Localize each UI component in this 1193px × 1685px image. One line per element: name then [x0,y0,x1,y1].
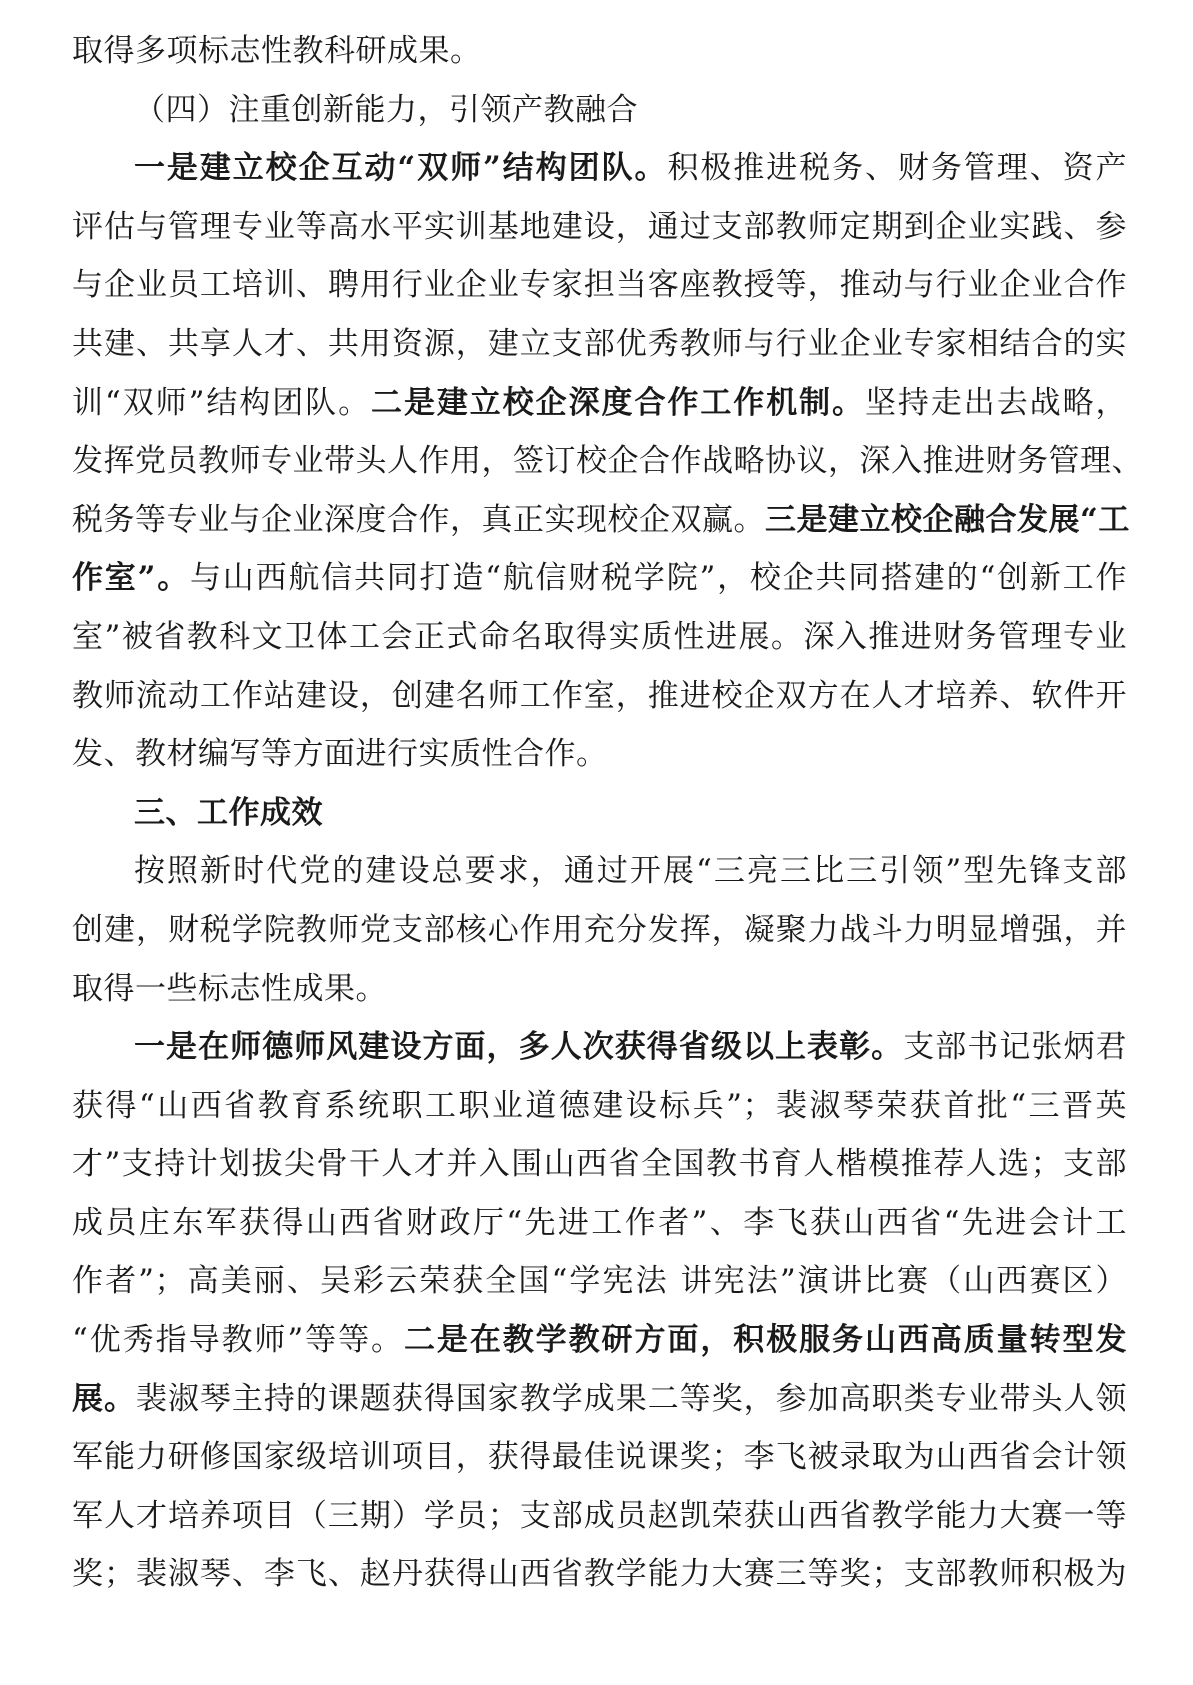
paragraph-line: 与企业员工培训、聘用行业企业专家担当客座教授等，推动与行业企业合作 [72,267,1127,304]
paragraph-line: “优秀指导教师”等等。二是在教学教研方面，积极服务山西高质量转型发 [72,1322,1128,1359]
section-subheading: （四）注重创新能力，引领产教融合 [134,91,638,128]
paragraph-line: 一是在师德师风建设方面，多人次获得省级以上表彰。支部书记张炳君 [134,1029,1128,1066]
paragraph-line: 作室”。与山西航信共同打造“航信财税学院”，校企共同搭建的“创新工作 [72,560,1127,597]
paragraph-line: 共建、共享人才、共用资源，建立支部优秀教师与行业企业专家相结合的实 [72,325,1127,362]
paragraph-line: 作者”；高美丽、吴彩云荣获全国“学宪法 讲宪法”演讲比赛（山西赛区） [72,1263,1127,1300]
section-heading: 三、工作成效 [134,794,323,831]
paragraph-line: 创建，财税学院教师党支部核心作用充分发挥，凝聚力战斗力明显增强，并 [72,911,1127,948]
paragraph-line: 评估与管理专业等高水平实训基地建设，通过支部教师定期到企业实践、参 [72,208,1127,245]
paragraph-line: 奖；裴淑琴、李飞、赵丹获得山西省教学能力大赛三等奖；支部教师积极为 [72,1556,1127,1593]
paragraph-line: 军人才培养项目（三期）学员；支部成员赵凯荣获山西省教学能力大赛一等 [72,1497,1127,1534]
document-page [72,22,1143,1604]
paragraph-line: 才”支持计划拔尖骨干人才并入围山西省全国教书育人楷模推荐人选；支部 [72,1146,1127,1183]
paragraph-line: 教师流动工作站建设，创建名师工作室，推进校企双方在人才培养、软件开 [72,677,1127,714]
paragraph-line: 训“双师”结构团队。二是建立校企深度合作工作机制。坚持走出去战略， [72,384,1128,421]
paragraph-line: 成员庄东军获得山西省财政厅“先进工作者”、李飞获山西省“先进会计工 [72,1204,1127,1241]
paragraph-line: 军能力研修国家级培训项目，获得最佳说课奖；李飞被录取为山西省会计领 [72,1439,1127,1476]
paragraph-line: 获得“山西省教育系统职工职业道德建设标兵”；裴淑琴荣获首批“三晋英 [72,1087,1127,1124]
paragraph-line: 室”被省教科文卫体工会正式命名取得实质性进展。深入推进财务管理专业 [72,618,1127,655]
paragraph-line: 取得多项标志性教科研成果。 [72,33,482,69]
paragraph-line: 发挥党员教师专业带头人作用，签订校企合作战略协议，深入推进财务管理、 [72,443,1143,480]
paragraph-line: 税务等专业与企业深度合作，真正实现校企双赢。三是建立校企融合发展“工 [72,501,1130,538]
paragraph-line: 按照新时代党的建设总要求，通过开展“三亮三比三引领”型先锋支部 [134,853,1127,890]
paragraph-line: 发、教材编写等方面进行实质性合作。 [72,736,608,773]
paragraph-line: 取得一些标志性成果。 [72,970,387,1007]
paragraph-line: 展。裴淑琴主持的课题获得国家教学成果二等奖，参加高职类专业带头人领 [72,1380,1127,1417]
paragraph-line: 一是建立校企互动“双师”结构团队。积极推进税务、财务管理、资产 [134,150,1127,187]
